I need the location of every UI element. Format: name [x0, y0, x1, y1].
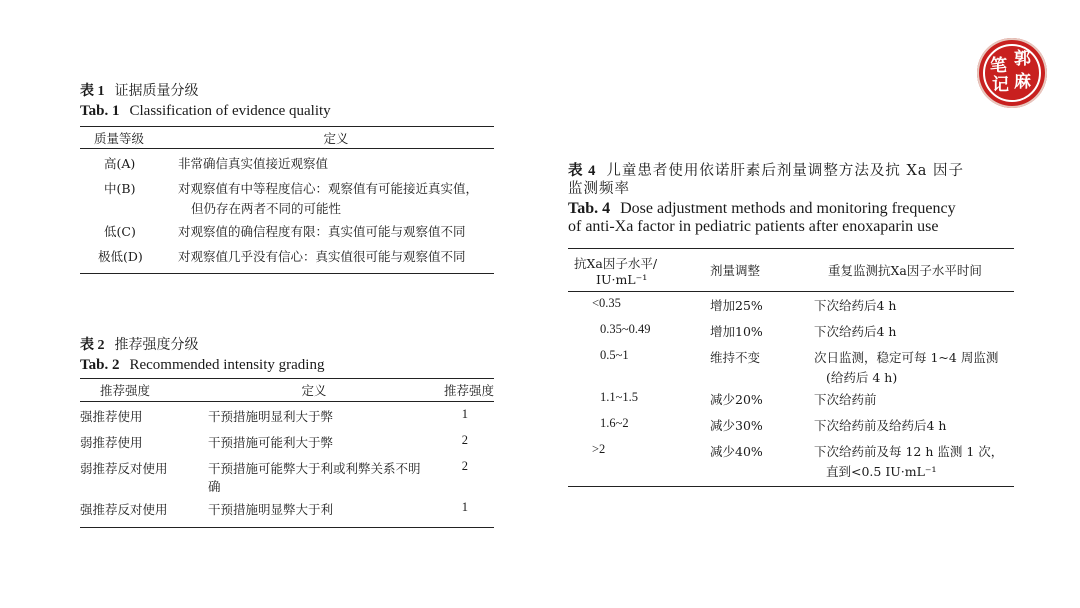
- seal-char: 记: [992, 75, 1009, 95]
- table2-header-row: [80, 379, 494, 402]
- table4-header-dose: 剂量调整: [694, 249, 810, 292]
- table4-time: 下次给药前及每 12 h 监测 1 次， 直到<0.5 IU·mL⁻¹: [814, 444, 1004, 479]
- table2-header-grade: 推荐强度: [424, 379, 494, 402]
- table2-grade: 2: [461, 433, 468, 447]
- table-row: [568, 344, 1014, 386]
- table-row: [80, 242, 494, 274]
- table2-caption: [80, 336, 324, 374]
- table-row: [80, 402, 494, 429]
- table4-dose: 减少40%: [710, 444, 763, 459]
- table2-definition: 干预措施明显弊大于利: [208, 502, 334, 517]
- table4-dose: 减少30%: [710, 418, 763, 433]
- table4-caption-en-line1: Dose adjustment methods and monitoring frequency: [620, 200, 956, 217]
- table-row: [568, 412, 1014, 438]
- table2-caption-cn: 推荐强度分级: [114, 337, 199, 353]
- seal-char: 麻: [1014, 72, 1031, 92]
- table4-level: 1.1~1.5: [600, 390, 639, 404]
- table1-level: 中(B): [104, 181, 136, 196]
- table4-level: >2: [592, 442, 606, 456]
- table2-caption-en: Recommended intensity grading: [129, 357, 325, 373]
- table-row: [80, 217, 494, 242]
- table4: [568, 248, 1014, 487]
- table1-definition: 对观察值有中等程度信心：观察值有可能接近真实值， 但仍存在两者不同的可能性: [178, 181, 479, 216]
- table-row: [568, 318, 1014, 344]
- table4-time: 下次给药前及给药后4 h: [814, 418, 947, 433]
- seal-char: 郭: [1014, 49, 1031, 69]
- table4-caption-en-number: Tab. 4: [568, 200, 611, 217]
- table1-caption-en-number: Tab. 1: [80, 103, 120, 119]
- table4-dose: 维持不变: [710, 350, 761, 365]
- table1-caption-cn-number: 表 1: [80, 84, 105, 99]
- table1-caption-cn: 证据质量分级: [114, 83, 199, 99]
- table2-caption-cn-number: 表 2: [80, 338, 105, 353]
- table-row: [80, 428, 494, 454]
- table4-header-row: [568, 249, 1014, 292]
- table2: [80, 378, 494, 528]
- table1-header-definition: 定义: [178, 127, 494, 149]
- table1-level: 低(C): [104, 224, 136, 239]
- seal-logo: [977, 38, 1047, 108]
- table2-header-definition: 定义: [204, 379, 424, 402]
- table4-time: 下次给药前: [814, 392, 877, 407]
- table4-time: 下次给药后4 h: [814, 298, 897, 313]
- table4-dose: 增加25%: [710, 298, 763, 313]
- table1-header-level: 质量等级: [80, 127, 178, 149]
- table4-caption-cn-line1: 儿童患者使用依诺肝素后剂量调整方法及抗 Xa 因子: [606, 163, 965, 179]
- table2-grade: 1: [461, 407, 468, 421]
- table2-strength: 强推荐使用: [80, 409, 143, 424]
- table1: [80, 126, 494, 274]
- table2-header-strength: 推荐强度: [80, 379, 204, 402]
- table-row: [568, 292, 1014, 319]
- table-row: [80, 454, 494, 495]
- table4-level: 0.35~0.49: [600, 322, 651, 336]
- table2-definition: 干预措施可能弊大于利或利弊关系不明确: [208, 461, 421, 494]
- table1-header-row: [80, 127, 494, 149]
- table2-strength: 强推荐反对使用: [80, 502, 168, 517]
- table1-definition: 对观察值几乎没有信心：真实值很可能与观察值不同: [178, 249, 466, 264]
- table4-caption-en-line2: of anti-Xa factor in pediatric patients after enoxaparin use: [568, 218, 939, 235]
- table-row: [80, 495, 494, 528]
- table1-level: 高(A): [104, 156, 136, 171]
- table1-caption: [80, 82, 331, 120]
- table1-definition: 对观察值的确信程度有限：真实值可能与观察值不同: [178, 224, 466, 239]
- table4-level: <0.35: [592, 296, 621, 310]
- table4-caption: [568, 162, 964, 236]
- table4-level: 1.6~2: [600, 416, 629, 430]
- table4-dose: 增加10%: [710, 324, 763, 339]
- table2-grade: 1: [461, 500, 468, 514]
- table4-dose: 减少20%: [710, 392, 763, 407]
- table4-time: 下次给药后4 h: [814, 324, 897, 339]
- table1-definition: 非常确信真实值接近观察值: [178, 156, 329, 171]
- table2-definition: 干预措施可能利大于弊: [208, 435, 334, 450]
- table-row: [80, 149, 494, 175]
- table4-caption-cn-number: 表 4: [568, 163, 597, 179]
- table-row: [80, 174, 494, 217]
- table4-header-time: 重复监测抗Xa因子水平时间: [810, 249, 1014, 292]
- table4-header-level: 抗Xa因子水平/ IU·mL⁻¹: [568, 249, 694, 292]
- table2-strength: 弱推荐使用: [80, 435, 143, 450]
- table2-strength: 弱推荐反对使用: [80, 461, 168, 476]
- table4-level: 0.5~1: [600, 348, 629, 362]
- table-row: [568, 438, 1014, 487]
- table2-definition: 干预措施明显利大于弊: [208, 409, 334, 424]
- table2-caption-en-number: Tab. 2: [80, 357, 120, 373]
- table-row: [568, 386, 1014, 412]
- table4-caption-cn-line2: 监测频率: [568, 181, 630, 197]
- table2-grade: 2: [461, 459, 468, 473]
- table1-caption-en: Classification of evidence quality: [129, 103, 331, 119]
- seal-char: 笔: [990, 56, 1007, 76]
- table1-level: 极低(D): [98, 249, 143, 264]
- table4-time: 次日监测，稳定可每 1~4 周监测 (给药后 4 h): [814, 350, 999, 385]
